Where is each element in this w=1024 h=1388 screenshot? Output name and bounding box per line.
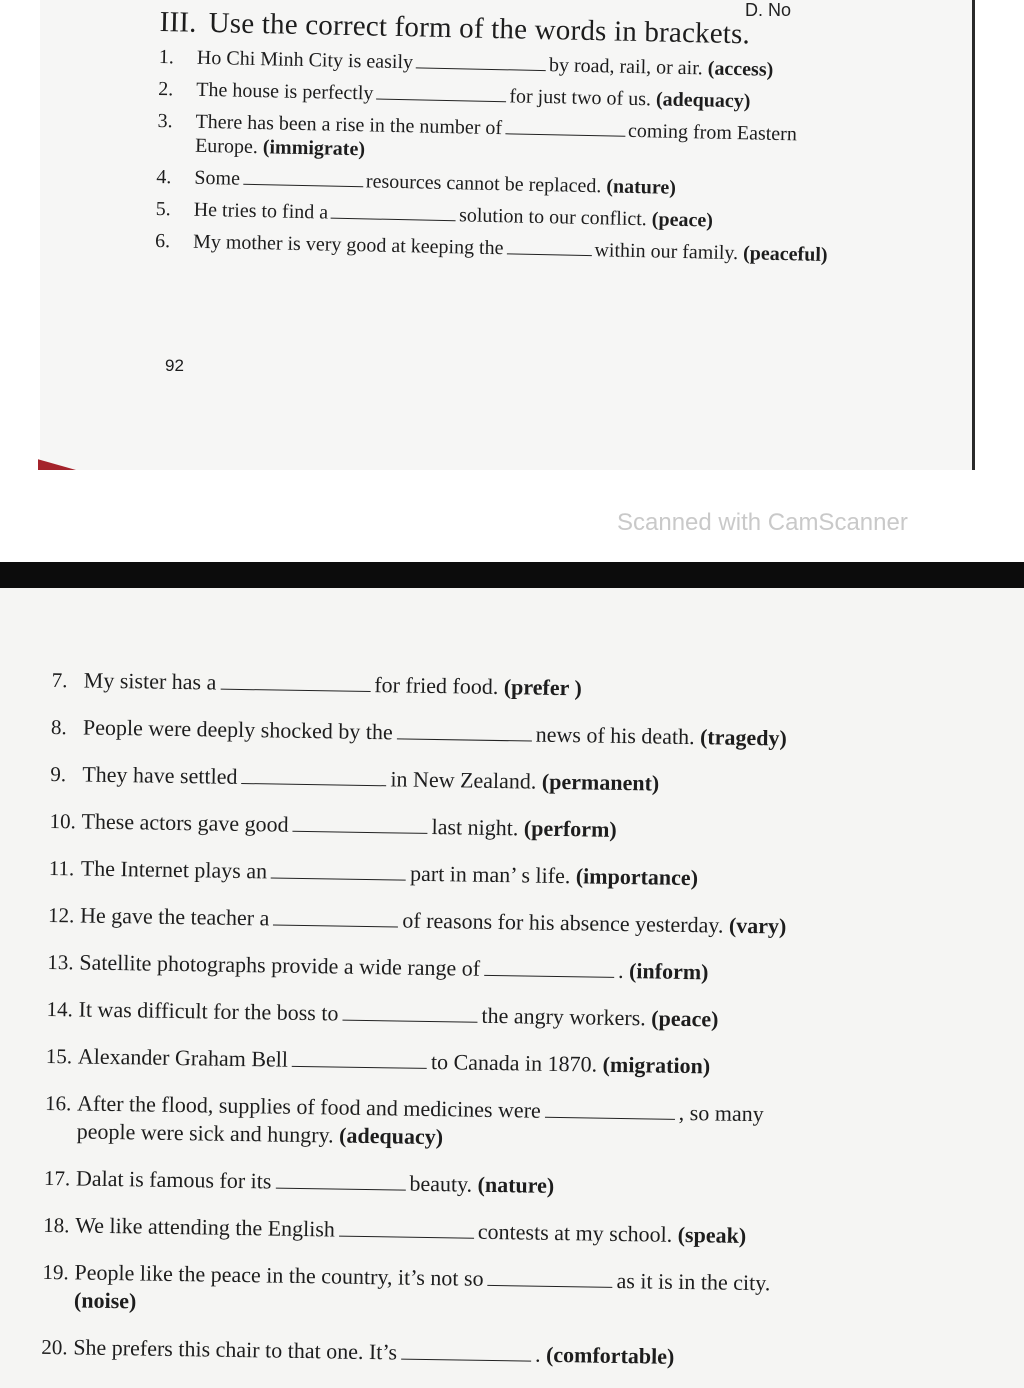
question-text: Satellite photographs provide a wide range of bbox=[79, 949, 481, 981]
question-number: 16. bbox=[44, 1090, 72, 1116]
question-number: 15. bbox=[45, 1043, 73, 1069]
question-number: 5. bbox=[155, 197, 171, 221]
answer-blank[interactable] bbox=[293, 812, 428, 834]
previous-answer-fragment: D. No bbox=[745, 0, 792, 20]
question-text: Some bbox=[194, 166, 241, 190]
question-text: as it is in the city. bbox=[616, 1267, 771, 1296]
question-text: for just two of us. bbox=[509, 85, 652, 111]
word-hint: (peace) bbox=[651, 208, 714, 232]
question-17 bbox=[44, 1164, 974, 1207]
question-14 bbox=[46, 995, 976, 1038]
answer-blank[interactable] bbox=[506, 236, 591, 256]
scan-page-bottom bbox=[0, 588, 1024, 1388]
question-text: by road, rail, or air. bbox=[548, 54, 704, 80]
answer-blank[interactable] bbox=[505, 116, 625, 137]
question-text: solution to our conflict. bbox=[458, 204, 648, 231]
word-hint: (permanent) bbox=[541, 768, 660, 796]
question-number: 20. bbox=[41, 1334, 68, 1360]
page-separator-bar bbox=[0, 562, 1024, 588]
question-text: , so many bbox=[678, 1099, 764, 1127]
question-7 bbox=[52, 666, 982, 709]
question-text: in New Zealand. bbox=[390, 766, 537, 794]
answer-blank[interactable] bbox=[220, 670, 370, 692]
question-number: 11. bbox=[48, 855, 75, 881]
question-16 bbox=[44, 1089, 975, 1160]
word-hint: (comfortable) bbox=[545, 1341, 675, 1369]
exercise-section-iii bbox=[155, 6, 960, 278]
question-text: The house is perfectly bbox=[196, 78, 374, 105]
word-hint: (inform) bbox=[628, 958, 709, 985]
question-11 bbox=[49, 854, 979, 897]
question-number: 17. bbox=[43, 1165, 71, 1191]
question-continuation bbox=[74, 1286, 972, 1328]
question-text: within our family. bbox=[594, 239, 739, 265]
question-number: 4. bbox=[156, 165, 172, 189]
question-text: people were sick and hungry. bbox=[76, 1118, 334, 1148]
question-text: the angry workers. bbox=[481, 1002, 646, 1031]
question-number: 18. bbox=[43, 1212, 70, 1238]
answer-blank[interactable] bbox=[342, 1001, 477, 1023]
page-number: 92 bbox=[165, 356, 184, 375]
question-text: There has been a rise in the number of bbox=[195, 110, 503, 140]
camscanner-watermark: Scanned with CamScanner bbox=[617, 509, 908, 536]
answer-blank[interactable] bbox=[376, 82, 506, 103]
question-text: He tries to find a bbox=[193, 198, 329, 224]
question-15 bbox=[46, 1042, 976, 1085]
section-title: Use the correct form of the words in brackets. bbox=[208, 7, 751, 51]
answer-blank[interactable] bbox=[275, 1169, 405, 1191]
word-hint: (peaceful) bbox=[742, 242, 828, 267]
question-number: 1. bbox=[158, 45, 175, 69]
word-hint: (noise) bbox=[73, 1287, 137, 1314]
answer-blank[interactable] bbox=[545, 1098, 675, 1120]
question-text: . bbox=[534, 1341, 541, 1367]
question-number: 7. bbox=[51, 667, 68, 693]
word-hint: (nature) bbox=[606, 175, 677, 199]
question-10 bbox=[49, 807, 979, 850]
answer-blank[interactable] bbox=[401, 1340, 531, 1362]
question-number: 10. bbox=[49, 808, 77, 834]
answer-blank[interactable] bbox=[243, 167, 363, 188]
question-text: It was difficult for the boss to bbox=[78, 996, 339, 1026]
answer-blank[interactable] bbox=[273, 906, 398, 928]
question-text: People were deeply shocked by the bbox=[82, 714, 393, 745]
question-text: My sister has a bbox=[83, 667, 217, 695]
question-number: 9. bbox=[50, 761, 67, 787]
word-hint: (perform) bbox=[523, 815, 617, 842]
answer-blank[interactable] bbox=[397, 719, 532, 741]
answer-blank[interactable] bbox=[331, 201, 456, 222]
answer-blank[interactable] bbox=[292, 1047, 427, 1069]
answer-blank[interactable] bbox=[271, 858, 406, 880]
word-hint: (migration) bbox=[602, 1051, 711, 1079]
question-text: to Canada in 1870. bbox=[430, 1049, 598, 1077]
question-text: These actors gave good bbox=[81, 808, 289, 837]
question-19 bbox=[42, 1258, 973, 1329]
word-hint: (speak) bbox=[677, 1221, 747, 1248]
question-text: for fried food. bbox=[374, 672, 499, 700]
question-text: Europe. bbox=[194, 134, 259, 159]
answer-blank[interactable] bbox=[484, 956, 614, 978]
question-number: 14. bbox=[46, 996, 74, 1022]
answer-blank[interactable] bbox=[487, 1266, 612, 1288]
question-text: Dalat is famous for its bbox=[75, 1165, 272, 1194]
question-text: People like the peace in the country, it’s not so bbox=[74, 1259, 484, 1291]
question-text: resources cannot be replaced. bbox=[365, 170, 602, 198]
question-text: . bbox=[617, 957, 624, 984]
question-12 bbox=[48, 901, 978, 944]
scan-page-top bbox=[0, 0, 1024, 562]
question-3 bbox=[157, 109, 958, 174]
answer-blank[interactable] bbox=[416, 50, 546, 71]
question-8 bbox=[51, 713, 981, 756]
question-18 bbox=[43, 1211, 973, 1254]
word-hint: (prefer ) bbox=[503, 674, 583, 701]
question-text: We like attending the English bbox=[75, 1212, 336, 1242]
question-number: 13. bbox=[47, 949, 74, 975]
question-number: 12. bbox=[47, 902, 75, 928]
question-text: part in man’ s life. bbox=[409, 860, 571, 889]
question-text: of reasons for his absence yesterday. bbox=[402, 907, 724, 938]
question-continuation bbox=[76, 1117, 974, 1159]
question-9 bbox=[50, 760, 980, 803]
word-hint: (access) bbox=[707, 57, 774, 81]
question-text: contests at my school. bbox=[477, 1218, 673, 1247]
question-number: 2. bbox=[158, 77, 174, 101]
question-number: 19. bbox=[42, 1259, 69, 1285]
question-text: The Internet plays an bbox=[80, 855, 268, 884]
question-number: 8. bbox=[50, 714, 67, 740]
question-number: 6. bbox=[154, 229, 171, 253]
question-text: After the flood, supplies of food and medicines were bbox=[76, 1090, 541, 1123]
question-text: He gave the teacher a bbox=[79, 902, 270, 931]
question-text: Alexander Graham Bell bbox=[77, 1043, 289, 1072]
word-hint: (adequacy) bbox=[338, 1122, 444, 1150]
word-hint: (importance) bbox=[575, 863, 699, 891]
question-text: beauty. bbox=[409, 1170, 473, 1197]
word-hint: (tragedy) bbox=[699, 724, 787, 751]
question-13 bbox=[47, 948, 977, 991]
question-text: My mother is very good at keeping the bbox=[192, 230, 504, 260]
question-text: news of his death. bbox=[535, 721, 695, 750]
question-text: last night. bbox=[431, 813, 519, 841]
answer-blank[interactable] bbox=[339, 1217, 474, 1239]
question-20 bbox=[41, 1333, 971, 1376]
question-text: She prefers this chair to that one. It’s bbox=[73, 1334, 398, 1365]
question-text: coming from Eastern bbox=[627, 119, 798, 146]
word-hint: (peace) bbox=[651, 1005, 719, 1032]
word-hint: (immigrate) bbox=[262, 136, 366, 161]
question-number: 3. bbox=[157, 109, 173, 133]
section-number: III. bbox=[159, 6, 198, 39]
exercise-continuation bbox=[41, 666, 982, 1388]
word-hint: (adequacy) bbox=[655, 88, 751, 113]
word-hint: (vary) bbox=[728, 912, 787, 939]
answer-blank[interactable] bbox=[241, 764, 386, 786]
question-text: Ho Chi Minh City is easily bbox=[196, 46, 414, 74]
word-hint: (nature) bbox=[477, 1171, 555, 1198]
question-text: They have settled bbox=[82, 761, 238, 789]
